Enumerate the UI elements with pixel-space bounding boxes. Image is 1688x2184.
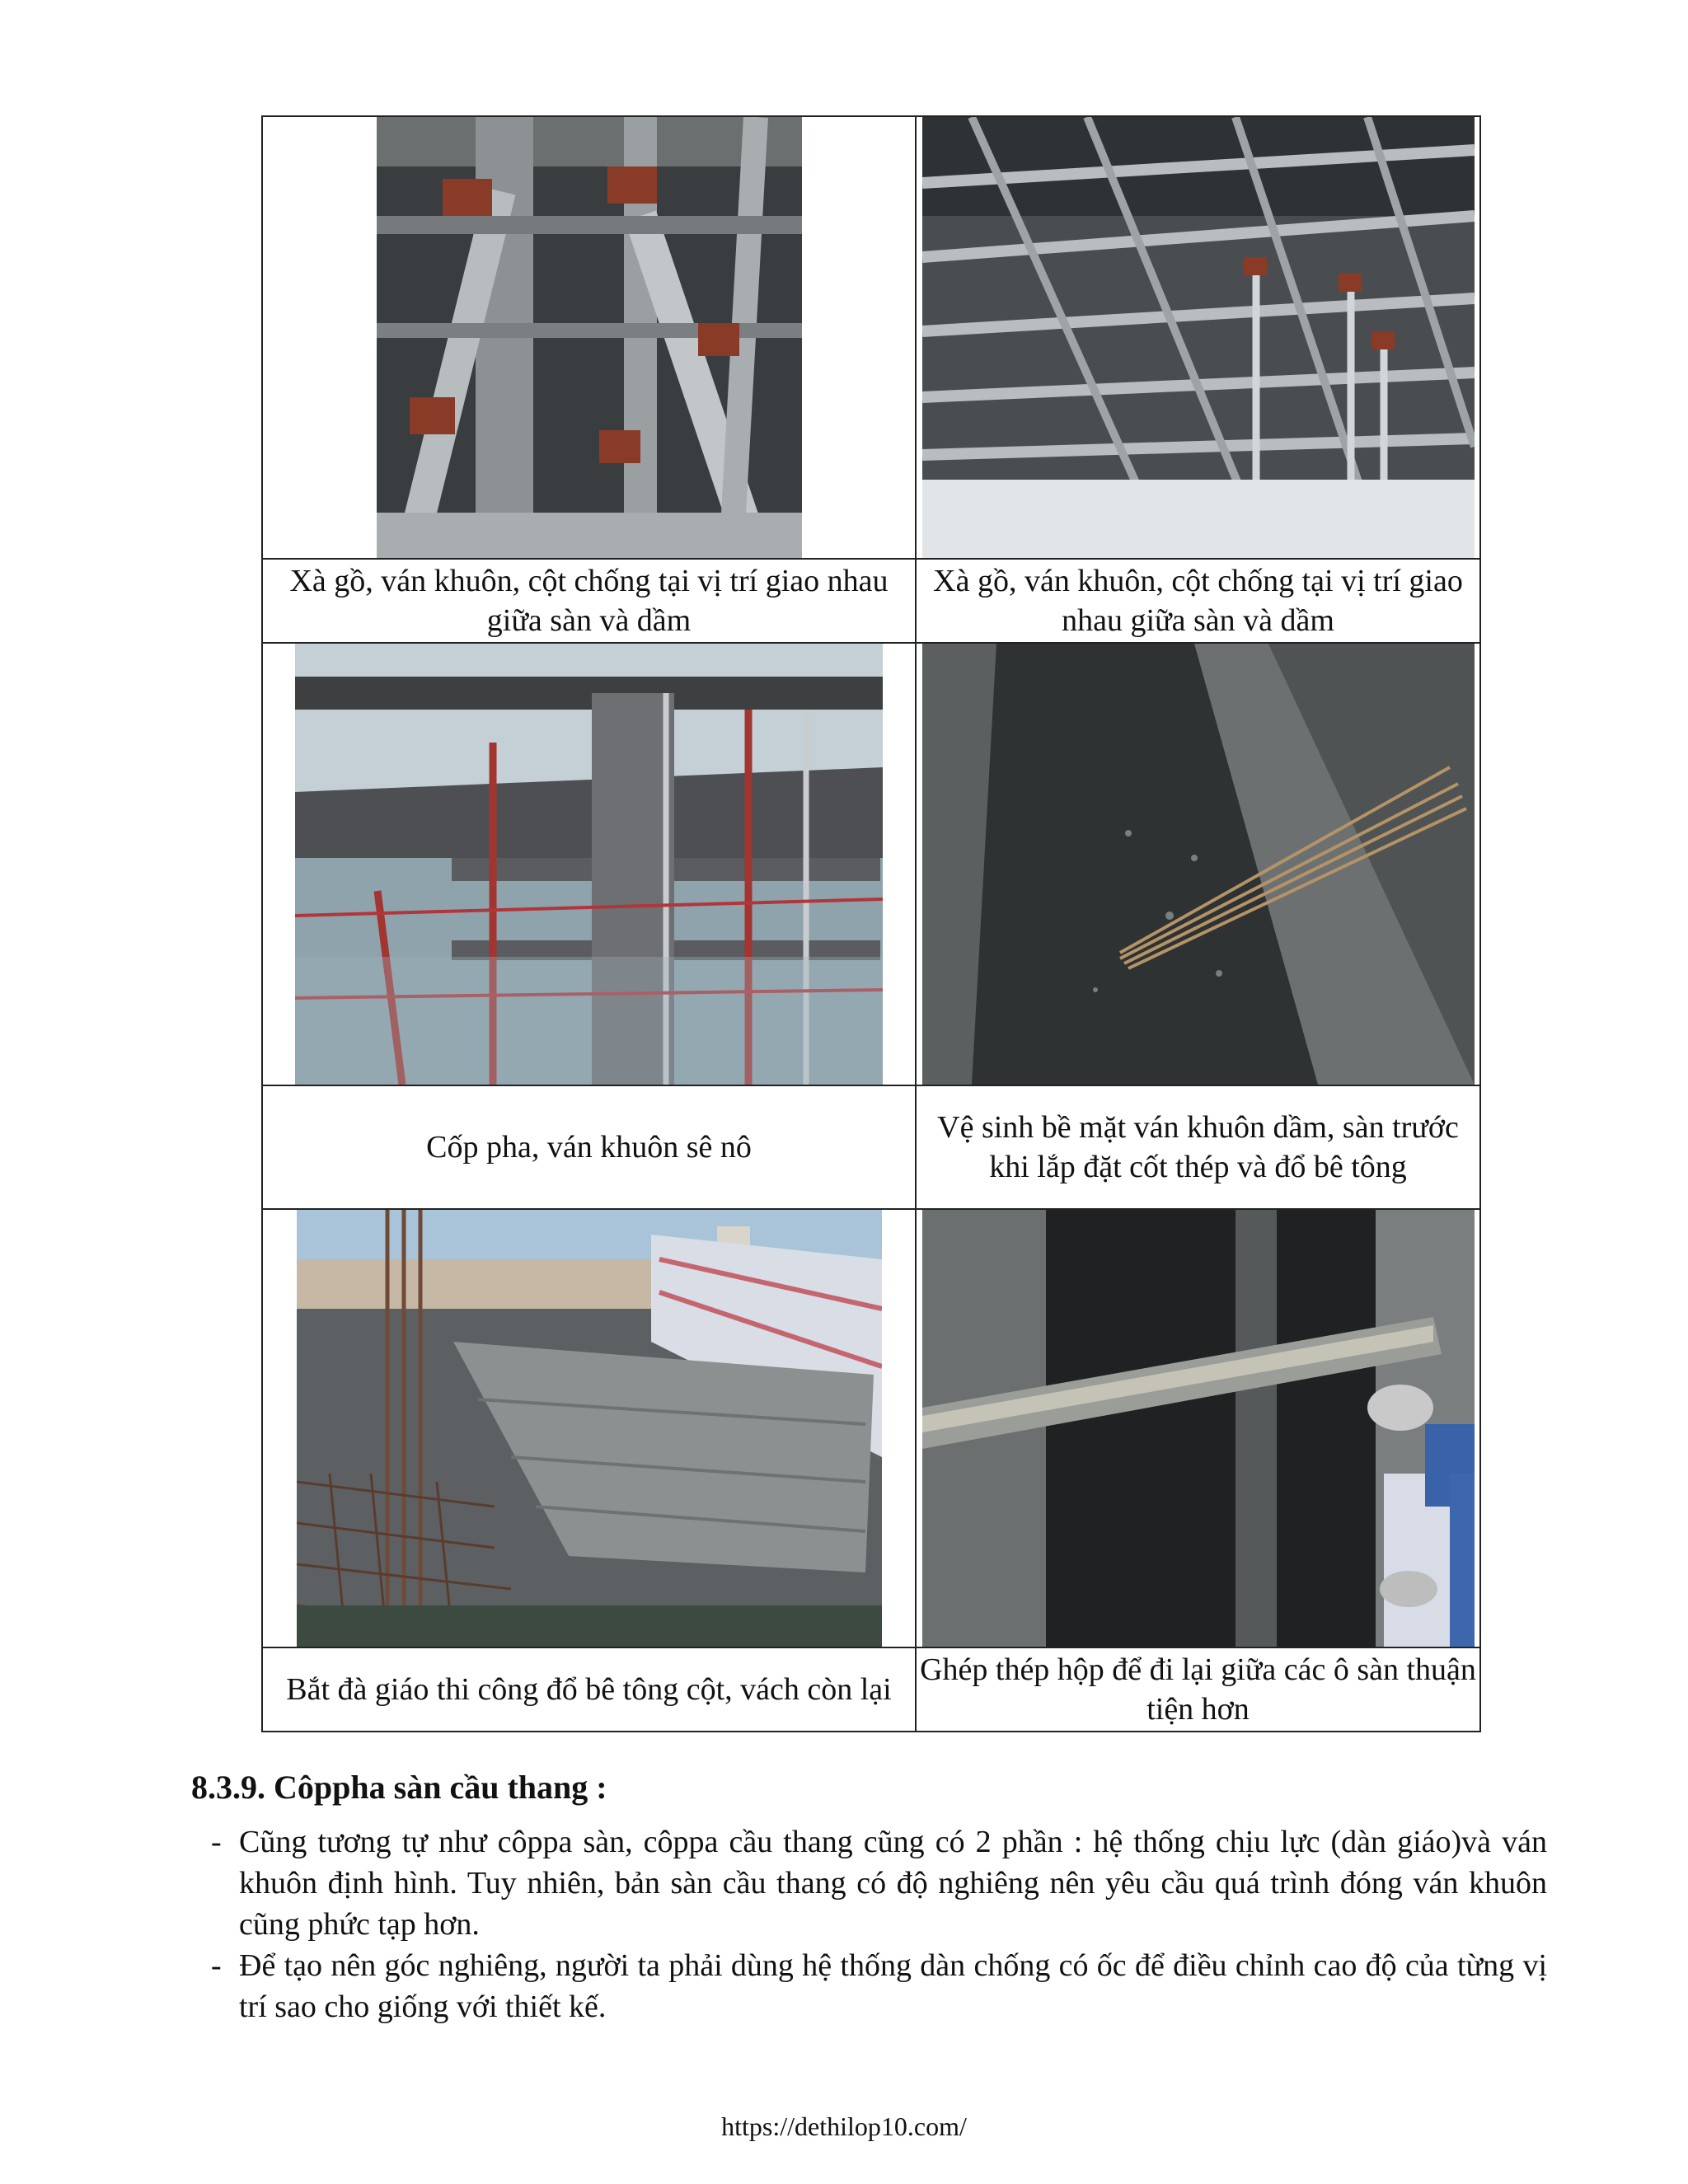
bullet-marker: - xyxy=(211,1948,222,1983)
photo-cell xyxy=(262,643,916,1085)
photo-caption: Xà gồ, ván khuôn, cột chống tại vị trí giao nhau giữa sàn và dầm xyxy=(262,559,916,643)
photo-caption: Cốp pha, ván khuôn sê nô xyxy=(262,1085,916,1209)
photo-cell xyxy=(262,116,916,559)
photo-cell xyxy=(916,1209,1480,1647)
bullet-list xyxy=(211,1821,1547,2027)
photo-cleaning-beam-formwork xyxy=(922,644,1475,1085)
photo-steel-box-walkway xyxy=(922,1210,1475,1647)
photo-caption: Bắt đà giáo thi công đổ bê tông cột, vách còn lại xyxy=(262,1647,916,1732)
photo-scaffold-beam-junction-1 xyxy=(377,117,802,558)
photo-scaffolding-column-pour xyxy=(297,1210,882,1647)
bullet-marker: - xyxy=(211,1825,222,1859)
list-item-text: Cũng tương tự như côppa sàn, côppa cầu thang cũng có 2 phần : hệ thống chịu lực (dàn giáo)và ván khuôn định hình. Tuy nhiên, bản sàn cầu thang có độ nghiêng nên yêu cầu quá trình đóng ván khuôn cũng phức tạp hơn. xyxy=(239,1825,1547,1942)
photo-gutter-formwork xyxy=(295,644,883,1085)
photo-cell xyxy=(262,1209,916,1647)
photo-caption: Ghép thép hộp để đi lại giữa các ô sàn thuận tiện hơn xyxy=(916,1647,1480,1732)
photo-table xyxy=(261,115,1481,1732)
list-item-text: Để tạo nên góc nghiêng, người ta phải dùng hệ thống dàn chống có ốc để điều chỉnh cao độ của từng vị trí sao cho giống với thiết kế. xyxy=(239,1948,1547,2024)
section-heading: 8.3.9. Côppha sàn cầu thang : xyxy=(191,1769,607,1806)
photo-scaffold-beam-junction-2 xyxy=(922,117,1475,558)
photo-cell xyxy=(916,116,1480,559)
list-item xyxy=(211,1821,1547,1945)
photo-caption: Xà gồ, ván khuôn, cột chống tại vị trí giao nhau giữa sàn và dầm xyxy=(916,559,1480,643)
footer-url: https://dethilop10.com/ xyxy=(721,2111,967,2141)
list-item xyxy=(211,1945,1547,2027)
photo-caption: Vệ sinh bề mặt ván khuôn dầm, sàn trước khi lắp đặt cốt thép và đổ bê tông xyxy=(916,1085,1480,1209)
photo-cell xyxy=(916,643,1480,1085)
